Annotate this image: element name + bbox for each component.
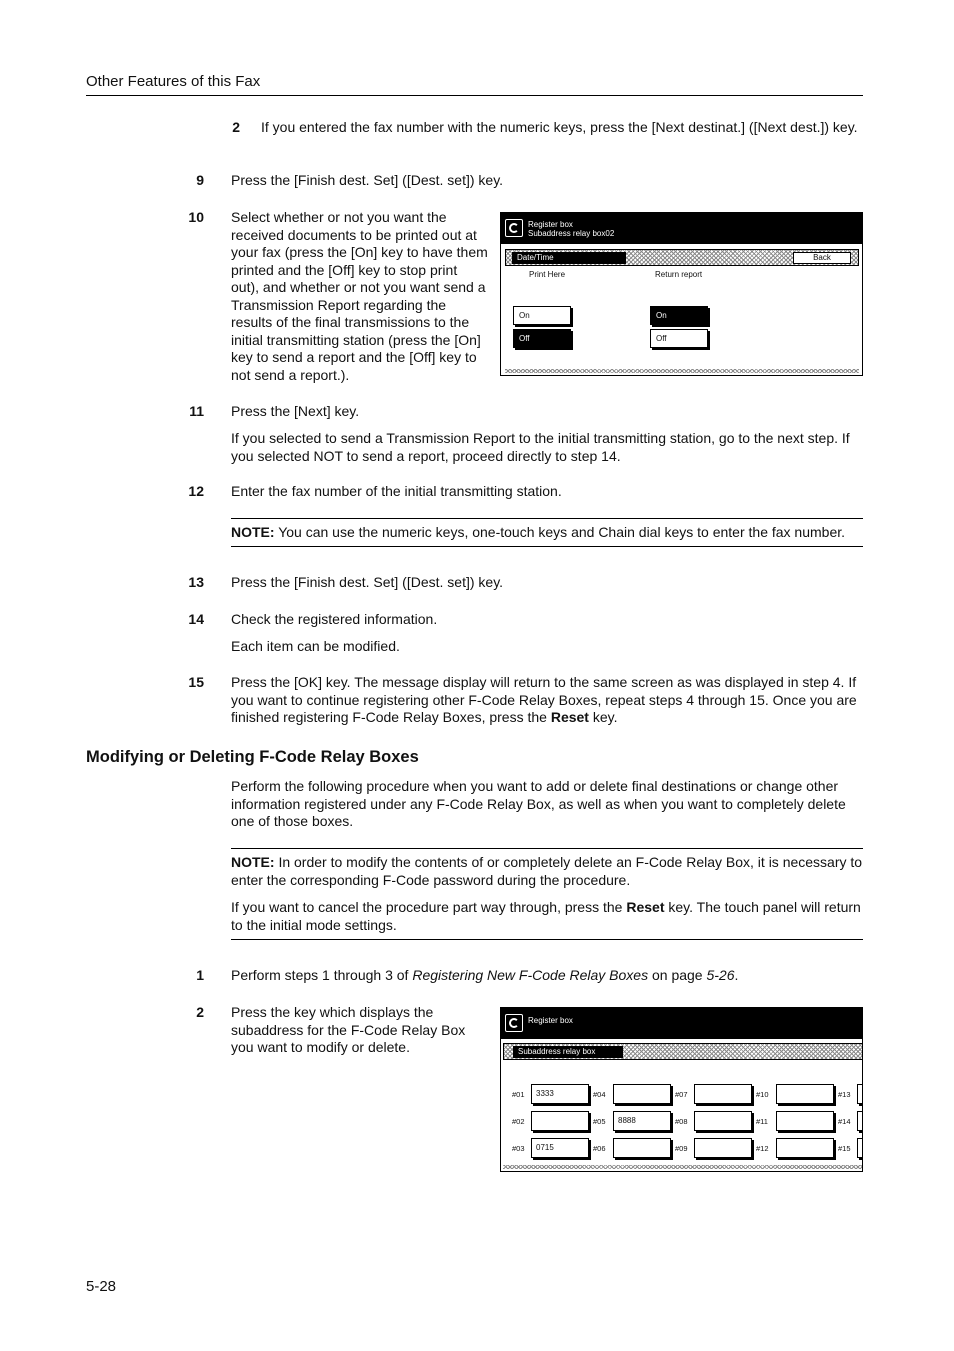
note — [231, 854, 863, 889]
note-rule-bottom — [231, 546, 863, 547]
note-paragraph — [231, 899, 863, 934]
note-rule-bottom — [231, 939, 863, 940]
screen-subtitle: Subaddress relay box02 — [528, 229, 615, 238]
step-detail: If you selected to send a Transmission Report to the initial transmitting station, go to the next step. If you selected NOT to send a report, proceed directly to step 14. — [231, 430, 850, 464]
print-here-label: Print Here — [529, 270, 566, 279]
screen-title-bar — [501, 213, 862, 244]
relay-box-key[interactable]: 8888 — [613, 1111, 671, 1131]
step-text — [231, 674, 863, 727]
relay-box-key[interactable] — [694, 1111, 752, 1131]
print-report-screen — [500, 212, 863, 376]
relay-box-key[interactable] — [857, 1138, 863, 1158]
box-number-label: #04 — [593, 1090, 606, 1099]
tab-subaddress-relay-box[interactable]: Subaddress relay box — [513, 1046, 623, 1058]
step-number: 10 — [188, 209, 204, 225]
note — [231, 524, 865, 542]
relay-box-key[interactable] — [857, 1084, 863, 1104]
step-text: Select whether or not you want the received documents to be printed out at your fax (press the [On] key to have them printed and the [Off] key to stop print out), and whether or not you want send a Transmission Report regarding the results of the final transmissions to the initial transmitting station (press the [On] key to send a report and the [Off] key to not send a report.). — [231, 209, 488, 383]
cross-reference-page: 5-26 — [706, 967, 735, 983]
box-number-label: #13 — [838, 1090, 851, 1099]
section-title: Modifying or Deleting F-Code Relay Boxes — [86, 748, 419, 766]
step-number: 14 — [188, 611, 204, 627]
back-button[interactable]: Back — [793, 252, 851, 264]
cross-reference-title: Registering New F-Code Relay Boxes — [412, 967, 649, 983]
relay-box-key[interactable] — [857, 1111, 863, 1131]
step-text-part: Perform steps 1 through 3 of — [231, 967, 413, 983]
note-text-part: If you want to cancel the procedure part way through, press the — [231, 899, 627, 915]
step-number: 13 — [188, 574, 204, 590]
box-number-label: #02 — [512, 1117, 525, 1126]
note-label: NOTE: — [231, 524, 275, 540]
box-number-label: #09 — [675, 1144, 688, 1153]
reset-key-name: Reset — [550, 709, 589, 725]
report-off-button[interactable]: Off — [650, 329, 708, 348]
tab-date-time[interactable]: Date/Time — [512, 252, 626, 264]
step-text-part: key. — [588, 709, 618, 725]
step-text: Press the [Next] key. — [231, 403, 360, 419]
step-number: 15 — [188, 674, 204, 690]
note-text-part: key. The touch panel will return to the initial mode settings. — [231, 899, 861, 933]
print-off-button[interactable]: Off — [513, 329, 571, 348]
note-text: In order to modify the contents of or completely delete an F-Code Relay Box, it is necessary to enter the corresponding F-Code password during the procedure. — [231, 854, 863, 888]
section-intro: Perform the following procedure when you want to add or delete final destinations or change other information registered under any F-Code Relay Box, as well as when you want to completely delete one of those boxes. — [231, 778, 846, 829]
step-text: Enter the fax number of the initial transmitting station. — [231, 483, 562, 499]
step-text-part: Press the [OK] key. The message display will return to the same screen as was displayed in step 4. If you want to continue registering other F-Code Relay Boxes, repeat steps 4 through 15. Once you are finished registering F-Code Relay Boxes, press the — [231, 674, 857, 725]
step-text-part: . — [734, 967, 739, 983]
box-number-label: #07 — [675, 1090, 688, 1099]
step-text — [231, 967, 863, 985]
step-number: 12 — [188, 483, 204, 499]
box-number-label: #10 — [756, 1090, 769, 1099]
report-on-button[interactable]: On — [650, 306, 708, 325]
relay-box-key[interactable] — [613, 1138, 671, 1158]
box-number-label: #15 — [838, 1144, 851, 1153]
step-number: 2 — [232, 119, 240, 135]
print-on-button[interactable]: On — [513, 306, 571, 325]
step-detail: Each item can be modified. — [231, 638, 400, 654]
screen-title: Register box — [528, 1016, 573, 1025]
relay-box-key[interactable] — [694, 1084, 752, 1104]
fax-mode-icon — [505, 219, 523, 237]
box-number-label: #05 — [593, 1117, 606, 1126]
screen-bottom-bar — [505, 369, 859, 373]
relay-box-key[interactable] — [776, 1084, 834, 1104]
step-text: Press the [Finish dest. Set] ([Dest. set]) key. — [231, 172, 504, 188]
running-header: Other Features of this Fax — [86, 73, 261, 90]
box-number-label: #03 — [512, 1144, 525, 1153]
box-number-label: #14 — [838, 1117, 851, 1126]
tab-bar — [505, 249, 859, 266]
step-text-part: on page — [648, 967, 707, 983]
note-rule-top — [231, 848, 863, 849]
step-text: Press the key which displays the subaddress for the F-Code Relay Box you want to modify or delete. — [231, 1004, 466, 1055]
step-number: 2 — [196, 1004, 204, 1020]
relay-box-key[interactable] — [776, 1111, 834, 1131]
note-rule-top — [231, 518, 863, 519]
step-text: If you entered the fax number with the numeric keys, press the [Next destinat.] ([Next dest.]) key. — [261, 119, 858, 135]
page-number: 5-28 — [86, 1278, 117, 1295]
screen-title: Register box — [528, 220, 573, 229]
relay-box-key[interactable] — [776, 1138, 834, 1158]
relay-box-key[interactable] — [694, 1138, 752, 1158]
box-number-label: #06 — [593, 1144, 606, 1153]
box-number-label: #11 — [756, 1117, 768, 1126]
box-number-label: #08 — [675, 1117, 688, 1126]
relay-box-list-screen — [500, 1007, 863, 1172]
note-text: You can use the numeric keys, one-touch keys and Chain dial keys to enter the fax number. — [274, 524, 846, 540]
step-text: Check the registered information. — [231, 611, 438, 627]
relay-box-key[interactable] — [531, 1111, 589, 1131]
screen-bottom-bar — [503, 1165, 863, 1169]
note-label: NOTE: — [231, 854, 275, 870]
reset-key-name: Reset — [626, 899, 665, 915]
step-text: Press the [Finish dest. Set] ([Dest. set]) key. — [231, 574, 504, 590]
box-number-label: #12 — [756, 1144, 769, 1153]
step-number: 9 — [196, 172, 204, 188]
return-report-label: Return report — [655, 270, 703, 279]
fax-mode-icon — [505, 1014, 523, 1032]
header-rule — [86, 95, 863, 96]
step-number: 1 — [196, 967, 204, 983]
relay-box-key[interactable]: 3333 — [531, 1084, 589, 1104]
screen-title-bar — [501, 1008, 862, 1039]
relay-box-key[interactable] — [613, 1084, 671, 1104]
step-number: 11 — [189, 403, 204, 419]
tab-bar — [503, 1043, 863, 1060]
relay-box-key[interactable]: 0715 — [531, 1138, 589, 1158]
box-number-label: #01 — [512, 1090, 525, 1099]
